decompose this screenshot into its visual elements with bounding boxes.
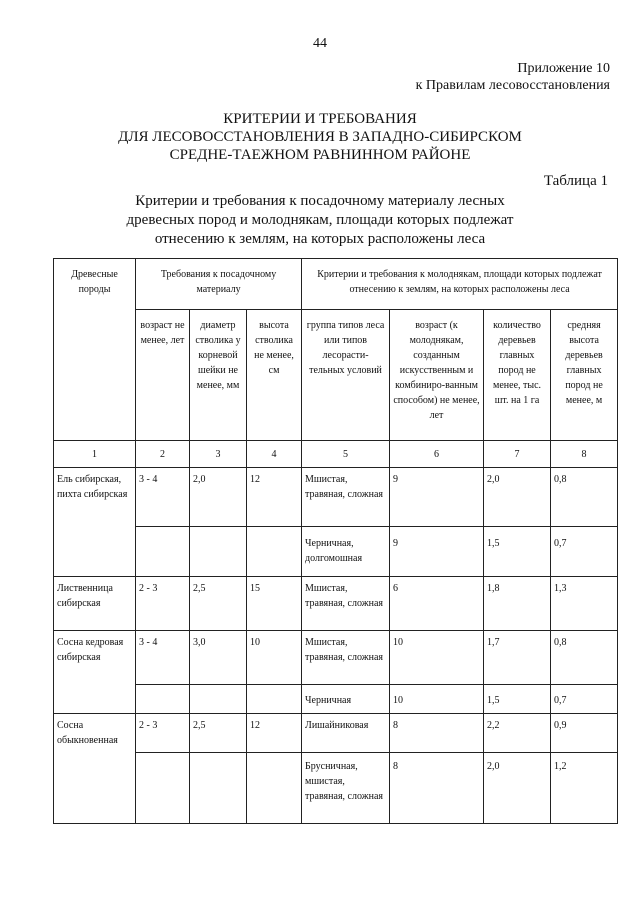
avg-height-cell: 1,3 bbox=[551, 577, 618, 631]
header-row-1 bbox=[54, 259, 618, 310]
age-cell: 2 - 3 bbox=[136, 577, 190, 631]
column-number: 2 bbox=[136, 441, 190, 468]
forest-type-cell: Мшистая, травяная, сложная bbox=[302, 631, 390, 685]
column-number: 5 bbox=[302, 441, 390, 468]
header-row-2 bbox=[54, 310, 618, 441]
young-age-cell: 10 bbox=[390, 631, 484, 685]
forest-type-cell: Мшистая, травяная, сложная bbox=[302, 577, 390, 631]
forest-type-cell: Мшистая, травяная, сложная bbox=[302, 468, 390, 527]
species-cell: Сосна кедровая сибирская bbox=[54, 631, 136, 714]
height-cell: 12 bbox=[247, 468, 302, 527]
header-forest-type: группа типов леса или типов лесорасти-тельных условий bbox=[302, 310, 390, 441]
header-young-stands: Критерии и требования к молоднякам, площади которых подлежат отнесению к землям, на которых расположены леса bbox=[302, 259, 618, 310]
empty-cell bbox=[190, 753, 247, 824]
age-cell: 3 - 4 bbox=[136, 631, 190, 685]
quantity-cell: 2,0 bbox=[484, 753, 551, 824]
column-number-row bbox=[54, 441, 618, 468]
forest-type-cell: Черничная bbox=[302, 685, 390, 714]
young-age-cell: 10 bbox=[390, 685, 484, 714]
young-age-cell: 9 bbox=[390, 468, 484, 527]
table-row bbox=[54, 714, 618, 753]
header-planting-material: Требования к посадочному материалу bbox=[136, 259, 302, 310]
forest-type-cell: Черничная, долгомошная bbox=[302, 527, 390, 577]
avg-height-cell: 0,9 bbox=[551, 714, 618, 753]
empty-cell bbox=[190, 685, 247, 714]
header-age: возраст не менее, лет bbox=[136, 310, 190, 441]
avg-height-cell: 1,2 bbox=[551, 753, 618, 824]
table-row bbox=[54, 468, 618, 527]
page-number: 44 bbox=[313, 36, 327, 51]
young-age-cell: 8 bbox=[390, 714, 484, 753]
caption-line-3: отнесению к землям, на которых расположены леса bbox=[154, 231, 486, 247]
forest-type-cell: Брусничная, мшистая, травяная, сложная bbox=[302, 753, 390, 824]
empty-cell bbox=[247, 753, 302, 824]
table-caption bbox=[0, 192, 640, 249]
title-line-2: ДЛЯ ЛЕСОВОССТАНОВЛЕНИЯ В ЗАПАДНО-СИБИРСКОМ bbox=[118, 129, 522, 145]
empty-cell bbox=[190, 527, 247, 577]
quantity-cell: 1,7 bbox=[484, 631, 551, 685]
young-age-cell: 8 bbox=[390, 753, 484, 824]
quantity-cell: 1,8 bbox=[484, 577, 551, 631]
title-line-3: СРЕДНЕ-ТАЕЖНОМ РАВНИННОМ РАЙОНЕ bbox=[169, 147, 471, 163]
quantity-cell: 2,0 bbox=[484, 468, 551, 527]
criteria-table bbox=[53, 258, 618, 824]
species-cell: Ель сибирская, пихта сибирская bbox=[54, 468, 136, 577]
column-number: 4 bbox=[247, 441, 302, 468]
empty-cell bbox=[247, 685, 302, 714]
diameter-cell: 2,5 bbox=[190, 577, 247, 631]
age-cell: 3 - 4 bbox=[136, 468, 190, 527]
column-number: 1 bbox=[54, 441, 136, 468]
header-avg-height: средняя высота деревьев главных пород не менее, м bbox=[551, 310, 618, 441]
header-height: высота стволика не менее, см bbox=[247, 310, 302, 441]
empty-cell bbox=[247, 527, 302, 577]
young-age-cell: 9 bbox=[390, 527, 484, 577]
table-row bbox=[54, 577, 618, 631]
appendix-line-1: Приложение 10 bbox=[517, 61, 610, 76]
diameter-cell: 3,0 bbox=[190, 631, 247, 685]
title-line-1: КРИТЕРИИ И ТРЕБОВАНИЯ bbox=[223, 111, 417, 127]
quantity-cell: 1,5 bbox=[484, 527, 551, 577]
table-row bbox=[54, 685, 618, 714]
appendix-reference bbox=[416, 60, 610, 94]
species-cell: Лиственница сибирская bbox=[54, 577, 136, 631]
document-title bbox=[0, 110, 640, 164]
column-number: 6 bbox=[390, 441, 484, 468]
column-number: 8 bbox=[551, 441, 618, 468]
caption-line-2: древесных пород и молоднякам, площади которых подлежат bbox=[126, 212, 514, 228]
table-row bbox=[54, 631, 618, 685]
appendix-line-2: к Правилам лесовосстановления bbox=[415, 78, 610, 93]
forest-type-cell: Лишайниковая bbox=[302, 714, 390, 753]
header-young-age: возраст (к молоднякам, созданным искусственным и комбиниро-ванным способом) не менее, лет bbox=[390, 310, 484, 441]
diameter-cell: 2,0 bbox=[190, 468, 247, 527]
table-label: Таблица 1 bbox=[543, 173, 608, 189]
species-cell: Сосна обыкновенная bbox=[54, 714, 136, 824]
caption-line-1: Критерии и требования к посадочному материалу лесных bbox=[135, 193, 505, 209]
quantity-cell: 1,5 bbox=[484, 685, 551, 714]
diameter-cell: 2,5 bbox=[190, 714, 247, 753]
height-cell: 12 bbox=[247, 714, 302, 753]
avg-height-cell: 0,7 bbox=[551, 685, 618, 714]
avg-height-cell: 0,7 bbox=[551, 527, 618, 577]
empty-cell bbox=[136, 685, 190, 714]
quantity-cell: 2,2 bbox=[484, 714, 551, 753]
column-number: 3 bbox=[190, 441, 247, 468]
header-quantity: количество деревьев главных пород не менее, тыс. шт. на 1 га bbox=[484, 310, 551, 441]
table-row bbox=[54, 527, 618, 577]
avg-height-cell: 0,8 bbox=[551, 468, 618, 527]
header-species: Древесные породы bbox=[54, 259, 136, 441]
avg-height-cell: 0,8 bbox=[551, 631, 618, 685]
age-cell: 2 - 3 bbox=[136, 714, 190, 753]
young-age-cell: 6 bbox=[390, 577, 484, 631]
height-cell: 10 bbox=[247, 631, 302, 685]
height-cell: 15 bbox=[247, 577, 302, 631]
empty-cell bbox=[136, 753, 190, 824]
table-row bbox=[54, 753, 618, 824]
empty-cell bbox=[136, 527, 190, 577]
header-diameter: диаметр стволика у корневой шейки не менее, мм bbox=[190, 310, 247, 441]
column-number: 7 bbox=[484, 441, 551, 468]
